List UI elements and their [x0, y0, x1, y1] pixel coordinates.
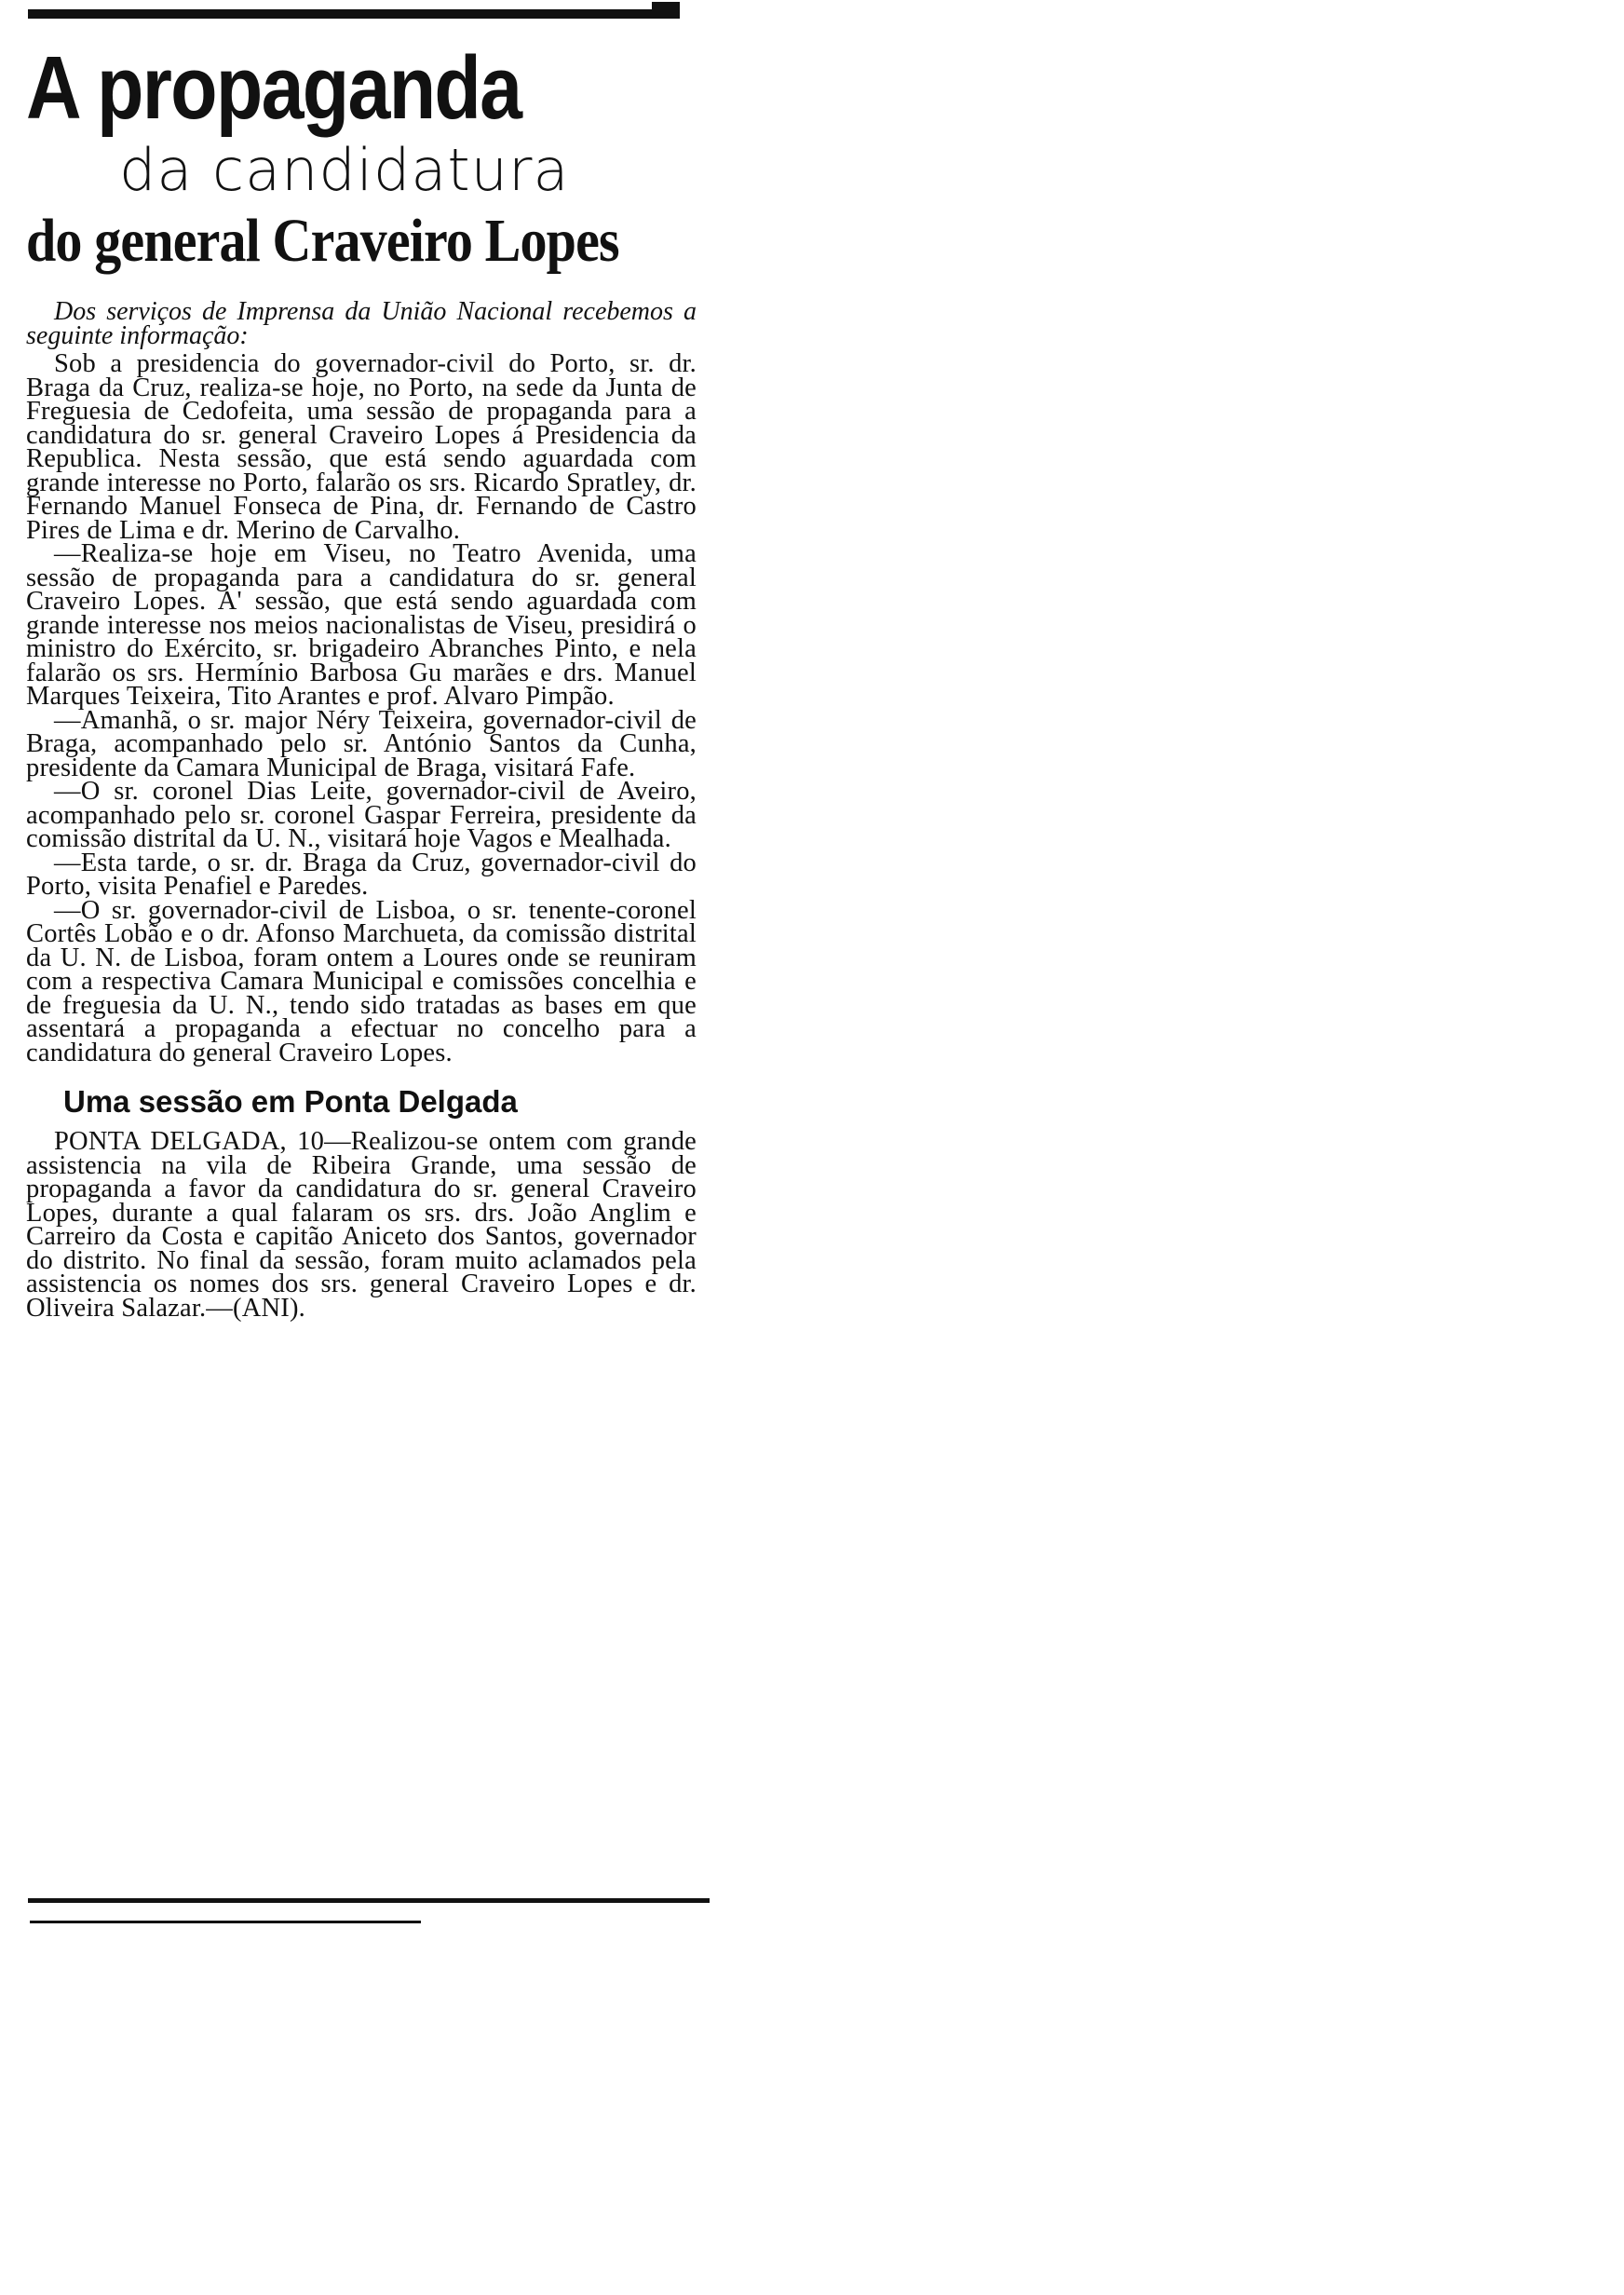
top-rule-tail [652, 2, 680, 9]
top-rule [28, 9, 680, 19]
headline-sub: da candidatura [119, 136, 570, 204]
paragraph-ponta-delgada: PONTA DELGADA, 10—Realizou-se ontem com grande assistencia na vila de Ribeira Grande, uma sessão de propaganda a favor da candidatura do sr. general Craveiro Lopes, durante a qual falaram os srs. drs. João Anglim e Carreiro da Costa e capitão Aniceto dos Santos, governador do distrito. No final da sessão, foram muito aclamados pela assistencia os nomes dos srs. general Craveiro Lopes e dr. Oliveira Salazar.—(ANI). [26, 1127, 697, 1323]
article-body [26, 297, 697, 1323]
newspaper-article [26, 37, 697, 1323]
headline-name: do general Craveiro Lopes [26, 207, 619, 275]
paragraph-viseu: —Realiza-se hoje em Viseu, no Teatro Avenida, uma sessão de propaganda para a candidatura do sr. general Craveiro Lopes. A' sessão, que está sendo aguardada com grande interesse nos meios nacionalistas de Viseu, presidirá o ministro do Exército, sr. brigadeiro Abranches Pinto, e nela falarão os srs. Hermínio Barbosa Gu marães e drs. Manuel Marques Teixeira, Tito Arantes e prof. Alvaro Pimpão. [26, 539, 697, 711]
headline-main: A propaganda [26, 38, 521, 138]
bottom-rule-short [30, 1921, 421, 1923]
paragraph-porto: Sob a presidencia do governador-civil do Porto, sr. dr. Braga da Cruz, realiza-se hoje, no Porto, na sede da Junta de Freguesia de Cedofeita, uma sessão de propaganda para a candidatura do sr. general Craveiro Lopes á Presidencia da Republica. Nesta sessão, que está sendo aguardada com grande interesse no Porto, falarão os srs. Ricardo Spratley, dr. Fernando Manuel Fonseca de Pina, dr. Fernando de Castro Pires de Lima e dr. Merino de Carvalho. [26, 349, 697, 545]
intro-paragraph: Dos serviços de Imprensa da União Nacional recebemos a seguinte informação: [26, 297, 697, 350]
paragraph-braga: —Amanhã, o sr. major Néry Teixeira, governador-civil de Braga, acompanhado pelo sr. António Santos da Cunha, presidente da Camara Municipal de Braga, visitará Fafe. [26, 705, 697, 782]
paragraph-penafiel: —Esta tarde, o sr. dr. Braga da Cruz, governador-civil do Porto, visita Penafiel e Paredes. [26, 848, 697, 901]
subheading: Uma sessão em Ponta Delgada [63, 1084, 518, 1119]
paragraph-aveiro: —O sr. coronel Dias Leite, governador-civil de Aveiro, acompanhado pelo sr. coronel Gaspar Ferreira, presidente da comissão distrital da U. N., visitará hoje Vagos e Mealhada. [26, 777, 697, 853]
paragraph-lisboa: —O sr. governador-civil de Lisboa, o sr. tenente-coronel Cortês Lobão e o dr. Afonso Marchueta, da comissão distrital da U. N. de Lisboa, foram ontem a Loures onde se reuniram com a respectiva Camara Municipal e comissões concelhia e de freguesia da U. N., tendo sido tratadas as bases em que assentará a propaganda a efectuar no concelho para a candidatura do general Craveiro Lopes. [26, 895, 697, 1067]
bottom-rule [28, 1898, 710, 1903]
